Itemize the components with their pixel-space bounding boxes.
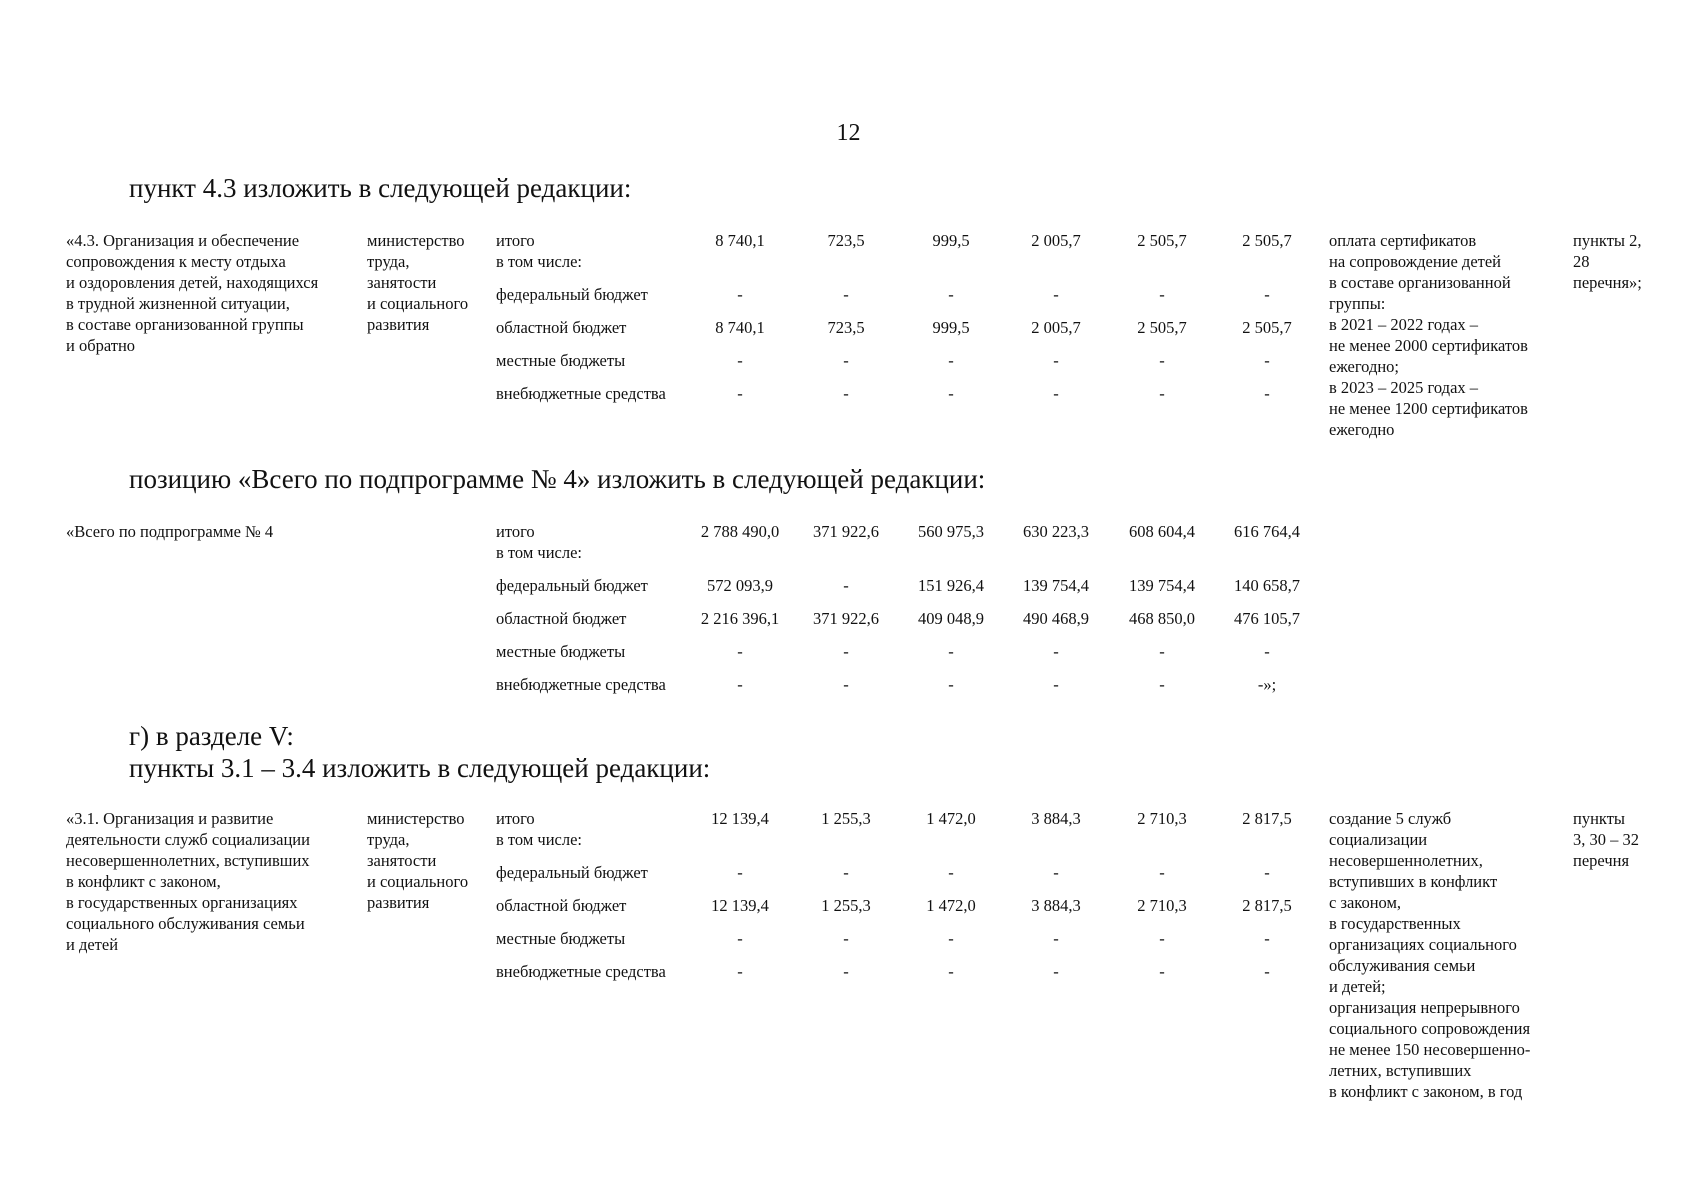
cell-total-2025: 616 764,4 — [1234, 522, 1300, 541]
cell-total-2023: 3 884,3 — [1031, 809, 1081, 828]
cell-extra-2025: -»; — [1257, 675, 1277, 694]
row-label-federal: федеральный бюджет — [496, 863, 648, 882]
cell-extra-2025: - — [1264, 962, 1270, 981]
cell-federal-2025: 140 658,7 — [1234, 576, 1300, 595]
cell-regional-2025: 476 105,7 — [1234, 609, 1300, 628]
cell-regional-sum: 2 216 396,1 — [700, 609, 780, 628]
cell-extra-2023: - — [1053, 384, 1059, 403]
cell-local-2025: - — [1264, 351, 1270, 370]
cell-federal-2025: - — [1264, 863, 1270, 882]
cell-federal-2024: 139 754,4 — [1129, 576, 1195, 595]
expected-result: создание 5 служб социализации несовершеннолетних, вступивших в конфликт с законом, в государственных организациях социального обслуживания семьи и детей; организация непрерывного социального сопровождения не менее 150 несовершенно- летних, вступивших в конфликт с законом, в год — [1329, 809, 1531, 1101]
row-label-local: местные бюджеты — [496, 351, 626, 370]
cell-regional-2023: 2 005,7 — [1031, 318, 1081, 337]
cell-local-2022: - — [948, 642, 954, 661]
executor: министерство труда, занятости и социального развития — [367, 809, 469, 912]
cell-total-2025: 2 817,5 — [1242, 809, 1292, 828]
cell-local-2025: - — [1264, 642, 1270, 661]
cell-federal-2021: - — [843, 863, 849, 882]
row-label-regional: областной бюджет — [496, 896, 627, 915]
cell-federal-2025: - — [1264, 285, 1270, 304]
cell-regional-2025: 2 505,7 — [1242, 318, 1292, 337]
row-label-including: в том числе: — [496, 543, 583, 562]
heading-item-4-3: пункт 4.3 изложить в следующей редакции: — [129, 173, 632, 203]
row-label-federal: федеральный бюджет — [496, 576, 648, 595]
cell-extra-2023: - — [1053, 962, 1059, 981]
cell-local-sum: - — [737, 929, 743, 948]
cell-federal-sum: - — [737, 285, 743, 304]
cell-extra-sum: - — [737, 384, 743, 403]
cell-total-sum: 2 788 490,0 — [700, 522, 780, 541]
cell-federal-2024: - — [1159, 863, 1165, 882]
cell-extra-2024: - — [1159, 962, 1165, 981]
measure-name: «4.3. Организация и обеспечение сопровождения к месту отдыха и оздоровления детей, находящихся в трудной жизненной ситуации, в составе организованной группы и обратно — [66, 231, 319, 355]
heading-items-3-1-3-4: пункты 3.1 – 3.4 изложить в следующей редакции: — [129, 753, 711, 783]
cell-regional-2023: 3 884,3 — [1031, 896, 1081, 915]
cell-local-2024: - — [1159, 929, 1165, 948]
reference: пункты 2, 28 перечня»; — [1573, 231, 1642, 292]
cell-regional-2021: 723,5 — [827, 318, 865, 337]
cell-total-2023: 630 223,3 — [1023, 522, 1089, 541]
row-label-regional: областной бюджет — [496, 609, 627, 628]
cell-local-2021: - — [843, 351, 849, 370]
cell-local-2024: - — [1159, 351, 1165, 370]
cell-total-2021: 371 922,6 — [813, 522, 879, 541]
row-label-total: итого — [496, 231, 535, 250]
cell-federal-2022: - — [948, 863, 954, 882]
cell-local-2023: - — [1053, 642, 1059, 661]
cell-total-2025: 2 505,7 — [1242, 231, 1292, 250]
cell-federal-2023: - — [1053, 863, 1059, 882]
cell-federal-2021: - — [843, 285, 849, 304]
cell-total-2024: 608 604,4 — [1129, 522, 1195, 541]
reference: пункты 3, 30 – 32 перечня — [1573, 809, 1639, 870]
cell-extra-2024: - — [1159, 384, 1165, 403]
cell-extra-2022: - — [948, 675, 954, 694]
row-label-federal: федеральный бюджет — [496, 285, 648, 304]
cell-local-2025: - — [1264, 929, 1270, 948]
cell-extra-2022: - — [948, 384, 954, 403]
cell-regional-sum: 8 740,1 — [715, 318, 765, 337]
cell-federal-2024: - — [1159, 285, 1165, 304]
table-block-4-3 — [0, 230, 1697, 445]
row-label-regional: областной бюджет — [496, 318, 627, 337]
measure-name: «3.1. Организация и развитие деятельности служб социализации несовершеннолетних, вступивших в конфликт с законом, в государственных организациях социального обслуживания семьи и детей — [66, 809, 310, 954]
cell-extra-2022: - — [948, 962, 954, 981]
row-label-local: местные бюджеты — [496, 929, 626, 948]
cell-regional-2022: 1 472,0 — [926, 896, 976, 915]
executor: министерство труда, занятости и социального развития — [367, 231, 469, 334]
row-label-extrabudget: внебюджетные средства — [496, 962, 666, 981]
cell-federal-2023: - — [1053, 285, 1059, 304]
cell-total-2022: 560 975,3 — [918, 522, 984, 541]
cell-federal-2022: 151 926,4 — [918, 576, 984, 595]
cell-extra-sum: - — [737, 962, 743, 981]
cell-federal-sum: 572 093,9 — [707, 576, 773, 595]
cell-regional-2021: 371 922,6 — [813, 609, 879, 628]
cell-total-2021: 723,5 — [827, 231, 865, 250]
cell-total-sum: 12 139,4 — [711, 809, 769, 828]
row-label-including: в том числе: — [496, 830, 583, 849]
heading-total-subprogram: позицию «Всего по подпрограмме № 4» изложить в следующей редакции: — [129, 464, 986, 494]
cell-local-2024: - — [1159, 642, 1165, 661]
row-label-total: итого — [496, 522, 535, 541]
cell-local-2022: - — [948, 351, 954, 370]
row-label-local: местные бюджеты — [496, 642, 626, 661]
cell-extra-2023: - — [1053, 675, 1059, 694]
page-number: 12 — [836, 120, 861, 146]
cell-total-sum: 8 740,1 — [715, 231, 765, 250]
cell-regional-2024: 2 505,7 — [1137, 318, 1187, 337]
cell-total-2024: 2 505,7 — [1137, 231, 1187, 250]
cell-regional-sum: 12 139,4 — [711, 896, 769, 915]
cell-local-2021: - — [843, 642, 849, 661]
cell-total-2023: 2 005,7 — [1031, 231, 1081, 250]
cell-local-2023: - — [1053, 351, 1059, 370]
cell-local-sum: - — [737, 642, 743, 661]
cell-extra-2021: - — [843, 962, 849, 981]
cell-local-2023: - — [1053, 929, 1059, 948]
cell-regional-2025: 2 817,5 — [1242, 896, 1292, 915]
cell-local-sum: - — [737, 351, 743, 370]
row-label-extrabudget: внебюджетные средства — [496, 384, 666, 403]
cell-regional-2024: 2 710,3 — [1137, 896, 1187, 915]
heading-section-v: г) в разделе V: — [129, 721, 294, 751]
table-block-total — [0, 521, 1697, 701]
cell-total-2024: 2 710,3 — [1137, 809, 1187, 828]
cell-total-2022: 1 472,0 — [926, 809, 976, 828]
cell-extra-2024: - — [1159, 675, 1165, 694]
expected-result: оплата сертификатов на сопровождение детей в составе организованной группы: в 2021 – 2022 годах – не менее 2000 сертификатов ежегодно; в 2023 – 2025 годах – не менее 1200 сертификатов ежегодно — [1329, 231, 1528, 439]
cell-federal-2022: - — [948, 285, 954, 304]
row-label-including: в том числе: — [496, 252, 583, 271]
cell-extra-sum: - — [737, 675, 743, 694]
cell-extra-2021: - — [843, 675, 849, 694]
cell-regional-2024: 468 850,0 — [1129, 609, 1195, 628]
cell-regional-2022: 999,5 — [932, 318, 970, 337]
row-label-total: итого — [496, 809, 535, 828]
cell-local-2021: - — [843, 929, 849, 948]
cell-extra-2021: - — [843, 384, 849, 403]
cell-total-2022: 999,5 — [932, 231, 970, 250]
cell-total-2021: 1 255,3 — [821, 809, 871, 828]
cell-federal-2021: - — [843, 576, 849, 595]
cell-regional-2022: 409 048,9 — [918, 609, 984, 628]
cell-extra-2025: - — [1264, 384, 1270, 403]
cell-federal-sum: - — [737, 863, 743, 882]
cell-regional-2023: 490 468,9 — [1023, 609, 1089, 628]
cell-regional-2021: 1 255,3 — [821, 896, 871, 915]
table-block-3-1 — [0, 808, 1697, 1108]
total-name: «Всего по подпрограмме № 4 — [66, 522, 274, 541]
row-label-extrabudget: внебюджетные средства — [496, 675, 666, 694]
cell-local-2022: - — [948, 929, 954, 948]
cell-federal-2023: 139 754,4 — [1023, 576, 1089, 595]
